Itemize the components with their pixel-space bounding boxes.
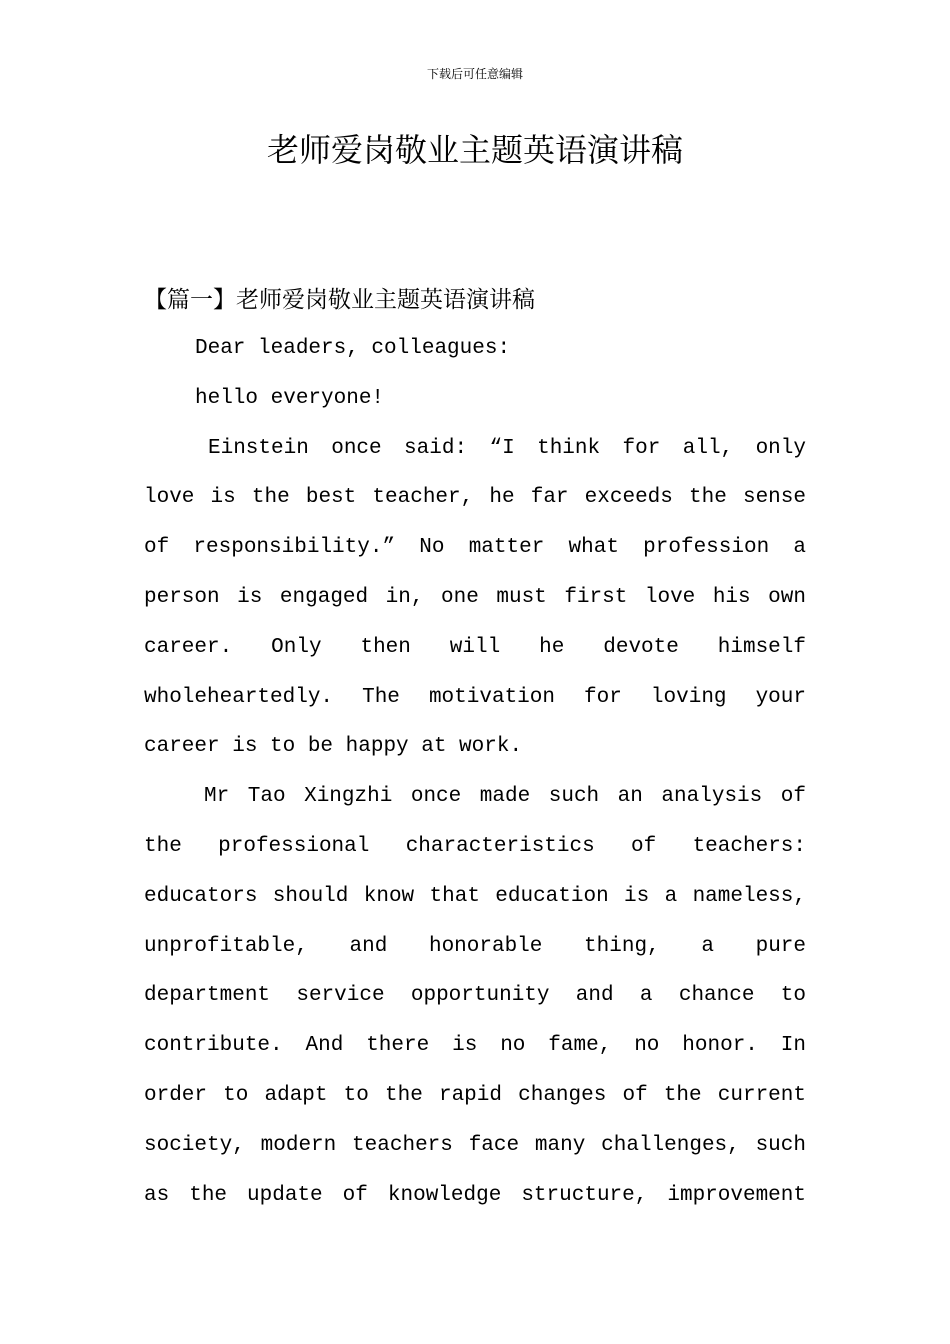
paragraph-line: contribute. And there is no fame, no honor. In <box>144 1034 806 1058</box>
document-title: 老师爱岗敬业主题英语演讲稿 <box>266 131 683 169</box>
paragraph-line: order to adapt to the rapid changes of the current <box>144 1083 806 1107</box>
paragraph-line: career is to be happy at work. <box>144 735 523 759</box>
document-body <box>144 276 806 1220</box>
paragraph-line: love is the best teacher, he far exceeds the sense <box>144 486 806 510</box>
paragraph-line: as the update of knowledge structure, improvement <box>144 1183 806 1207</box>
paragraph-line: society, modern teachers face many challenges, such <box>144 1133 806 1157</box>
paragraph-line: person is engaged in, one must first love his own <box>144 585 806 609</box>
paragraph-line: the professional characteristics of teachers: <box>144 834 806 858</box>
paragraph-line: of responsibility.” No matter what profession a <box>144 536 806 560</box>
paragraph-line: wholeheartedly. The motivation for loving your <box>144 685 806 709</box>
header-note: 下载后可任意编辑 <box>426 67 523 81</box>
section-heading: 【篇一】老师爱岗敬业主题英语演讲稿 <box>144 287 535 313</box>
paragraph-line: unprofitable, and honorable thing, a pure <box>144 934 806 958</box>
paragraph-line: department service opportunity and a chance to <box>144 984 806 1008</box>
paragraph-line: educators should know that education is a nameless, <box>144 884 806 908</box>
paragraph-line: Mr Tao Xingzhi once made such an analysis of <box>204 785 806 809</box>
salutation-line: Dear leaders, colleagues: <box>195 337 511 360</box>
greeting-line: hello everyone! <box>195 386 385 410</box>
paragraph-line: career. Only then will he devote himself <box>144 635 806 659</box>
paragraph-line: Einstein once said: “I think for all, only <box>208 436 806 460</box>
